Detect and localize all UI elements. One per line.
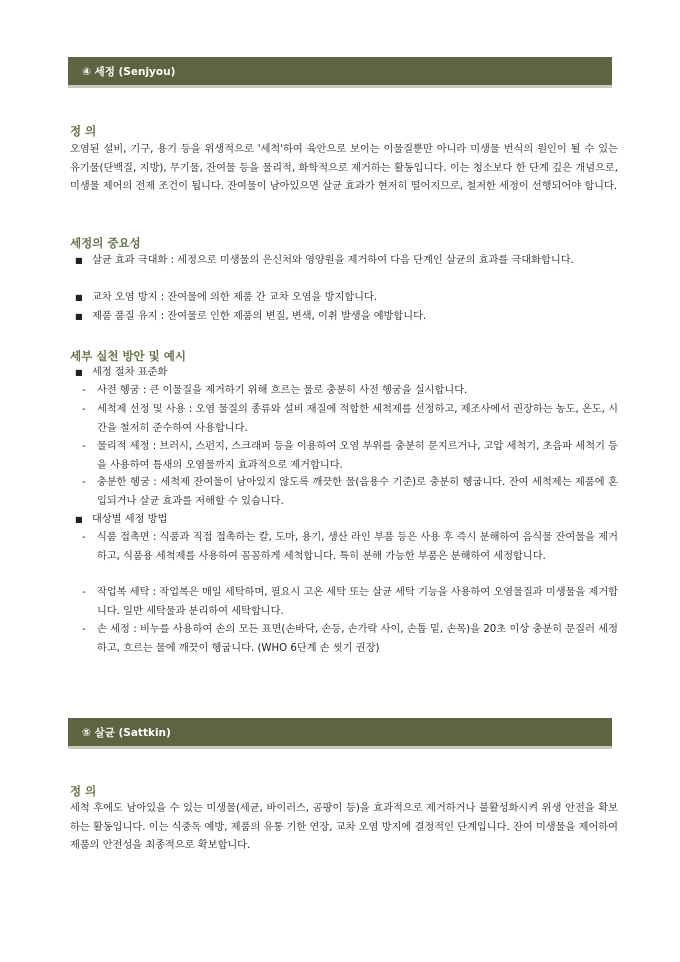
dash-marker: - (82, 404, 86, 415)
importance-item (70, 308, 618, 327)
section-5-banner (68, 718, 612, 749)
practice-sub-item (82, 438, 618, 475)
practice-sub-text: 물리적 세정 : 브러시, 스펀지, 스크래퍼 등을 이용하여 오염 부위를 충분히 문지르거나, 고압 세척기, 초음파 세척기 등을 사용하여 틈새의 오염물까지 효과적으로 제거합니다. (97, 441, 618, 471)
practice-sub-item (82, 584, 618, 621)
square-bullet-icon: ■ (75, 515, 83, 524)
definition-paragraph: 오염된 설비, 기구, 용기 등을 위생적으로 '세척'하여 육안으로 보이는 이물질뿐만 아니라 미생물 번식의 원인이 될 수 있는 유기물(단백질, 지방), 무기물, 잔여물 등을 물리적, 화학적으로 제거하는 활동입니다. 이는 청소보다 한 단계 깊은 개념으로, 미생물 제어의 전제 조건이 됩니다. 잔여물이 남아있으면 살균 효과가 현저히 떨어지므로, 철저한 세정이 선행되어야 합니다. (70, 144, 618, 192)
practice-heading: 세부 실천 방안 및 예시 (70, 349, 186, 363)
dash-marker: - (82, 532, 86, 543)
practice-group-label (70, 364, 618, 383)
square-bullet-icon: ■ (75, 368, 83, 377)
practice-sub-item (82, 382, 618, 401)
practice-sub-item (82, 474, 618, 511)
dash-marker: - (82, 477, 86, 488)
importance-heading: 세정의 중요성 (70, 236, 141, 250)
definition-paragraph: 세척 후에도 남아있을 수 있는 미생물(세균, 바이러스, 곰팡이 등)을 효과적으로 제거하거나 불활성화시켜 위생 안전을 확보하는 활동입니다. 이는 식중독 예방, 제품의 유통 기한 연장, 교차 오염 방지에 결정적인 단계입니다. 잔여 미생물을 제어하여 제품의 안전성을 최종적으로 확보합니다. (70, 803, 618, 851)
definition-heading: 정 의 (70, 124, 97, 138)
practice-sub-text: 세척제 선정 및 사용 : 오염 물질의 종류와 설비 재질에 적합한 세척제를 선정하고, 제조사에서 권장하는 농도, 온도, 시간을 철저히 준수하여 사용합니다. (97, 404, 618, 434)
practice-group-text: 세정 절차 표준화 (92, 367, 168, 378)
definition-heading: 정 의 (70, 784, 97, 798)
practice-group-text: 대상별 세정 방법 (92, 514, 168, 525)
practice-sub-text: 작업복 세탁 : 작업복은 매일 세탁하며, 필요시 고온 세탁 또는 살균 세탁 기능을 사용하여 오염물질과 미생물을 제거합니다. 일반 세탁물과 분리하여 세탁합니다. (97, 587, 619, 617)
practice-sub-item (82, 401, 618, 438)
practice-sub-text: 손 세정 : 비누를 사용하여 손의 모든 표면(손바닥, 손등, 손가락 사이, 손톱 밑, 손목)을 20초 이상 충분히 문질러 세정하고, 흐르는 물에 깨끗이 헹굽니다. (WHO 6단계 손 씻기 권장) (97, 624, 618, 654)
practice-sub-item (82, 529, 618, 566)
practice-sub-text: 충분한 헹굼 : 세척제 잔여물이 남아있지 않도록 깨끗한 물(음용수 기준)로 충분히 헹굽니다. 잔여 세척제는 제품에 혼입되거나 살균 효과를 저해할 수 있습니다. (97, 477, 618, 507)
section-4-banner (68, 57, 612, 88)
importance-item (70, 252, 618, 271)
dash-marker: - (82, 587, 86, 598)
dash-marker: - (82, 385, 86, 396)
square-bullet-icon: ■ (75, 312, 83, 321)
practice-sub-text: 사전 헹굼 : 큰 이물질을 제거하기 위해 흐르는 물로 충분히 사전 헹굼을 실시합니다. (97, 385, 468, 396)
section-5-title: ⑤ 살균 (Sattkin) (82, 727, 171, 739)
dash-marker: - (82, 441, 86, 452)
importance-item-text: 살균 효과 극대화 : 세정으로 미생물의 은신처와 영양원을 제거하여 다음 단계인 살균의 효과를 극대화합니다. (92, 255, 574, 266)
dash-marker: - (82, 624, 86, 635)
practice-group-label (70, 511, 618, 530)
square-bullet-icon: ■ (75, 293, 83, 302)
importance-item-text: 제품 품질 유지 : 잔여물로 인한 제품의 변질, 변색, 이취 발생을 예방합니다. (92, 311, 427, 322)
importance-item-text: 교차 오염 방지 : 잔여물에 의한 제품 간 교차 오염을 방지합니다. (92, 292, 378, 303)
practice-sub-text: 식품 접촉면 : 식품과 직접 접촉하는 칼, 도마, 용기, 생산 라인 부품 등은 사용 후 즉시 분해하여 음식물 잔여물을 제거하고, 식품용 세척제를 사용하여 꼼꼼하게 세척합니다. 특히 분해 가능한 부품은 분해하여 세정합니다. (97, 532, 618, 562)
section-4-title: ④ 세정 (Senjyou) (82, 66, 176, 78)
practice-sub-item (82, 621, 618, 658)
importance-item (70, 289, 618, 308)
square-bullet-icon: ■ (75, 256, 83, 265)
